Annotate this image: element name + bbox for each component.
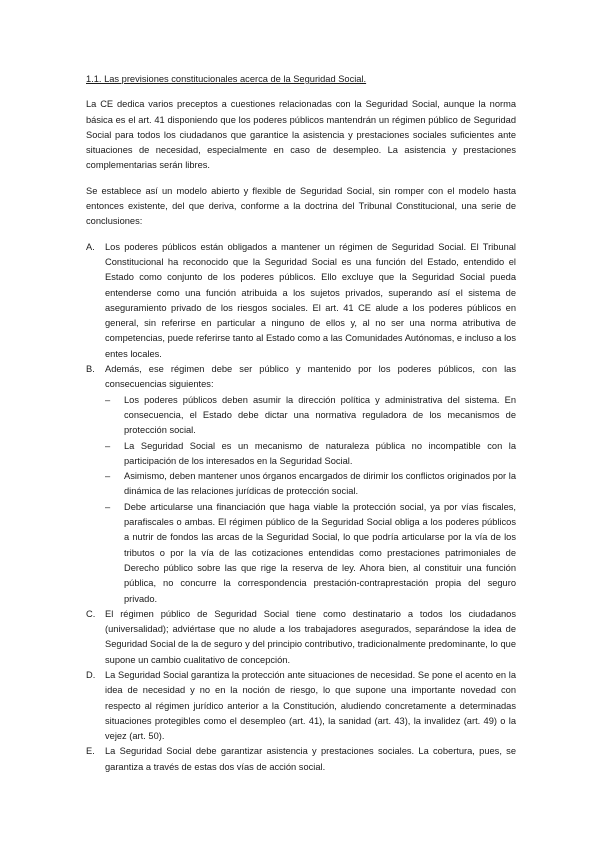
model-paragraph: Se establece así un modelo abierto y flexible de Seguridad Social, sin romper con el modelo hasta entonces existente, del que deriva, conforme a la doctrina del Tribunal Constitucional, una serie de conclusiones: — [86, 185, 516, 227]
list-marker: D. — [86, 669, 96, 680]
dash-marker: – — [105, 394, 111, 405]
list-marker: E. — [86, 746, 95, 757]
sublist-item — [105, 500, 516, 607]
consequences-sublist — [105, 393, 516, 607]
dash-marker: – — [105, 471, 111, 482]
list-item-d — [86, 668, 516, 744]
list-item-text: Además, ese régimen debe ser público y mantenido por los poderes públicos, con las consecuencias siguientes: — [105, 364, 516, 390]
list-item-c — [86, 607, 516, 668]
sublist-item-text: Los poderes públicos deben asumir la dirección política y administrativa del sistema. En consecuencia, el Estado debe dictar una normativa reguladora de los mecanismos de protección social. — [124, 394, 516, 436]
list-item-b — [86, 362, 516, 607]
dash-marker: – — [105, 501, 111, 512]
list-marker: B. — [86, 364, 95, 375]
list-item-a — [86, 240, 516, 362]
conclusions-list — [86, 240, 516, 775]
section-heading: 1.1. Las previsiones constitucionales acerca de la Seguridad Social. — [86, 74, 367, 84]
list-item-text: La Seguridad Social garantiza la protección ante situaciones de necesidad. Se pone el acento en la idea de necesidad y no en la noción de riesgo, lo que supone una importante novedad con respecto al régimen jurídico anterior a la Constitución, aludiendo concretamente a determinadas situaciones protegibles como el desempleo (art. 41), la sanidad (art. 43), la invalidez (art. 49) o la vejez (art. 50). — [105, 669, 516, 742]
sublist-item — [105, 439, 516, 470]
list-item-text: El régimen público de Seguridad Social tiene como destinatario a todos los ciudadanos (universalidad); adviértase que no alude a los trabajadores asegurados, separándose la idea de Seguridad Social de la de seguro y del principio contributivo, tradicionalmente predominante, lo que supone un cambio cualitativo de concepción. — [105, 608, 516, 665]
sublist-item — [105, 393, 516, 439]
sublist-item-text: La Seguridad Social es un mecanismo de naturaleza pública no incompatible con la participación de los interesados en la Seguridad Social. — [124, 440, 516, 466]
list-item-text: Los poderes públicos están obligados a mantener un régimen de Seguridad Social. El Tribunal Constitucional ha reconocido que la Seguridad Social es una función del Estado, entendido el Estado como conjunto de los poderes públicos. Ello excluye que la Seguridad Social pueda entenderse como una función atribuida a los sujetos privados, superando así el sistema de aseguramiento privado de los riesgos sociales. El art. 41 CE alude a los poderes públicos en general, sin referirse en particular a ninguno de ellos y, al no ser una norma atributiva de competencias, puede referirse tanto al Estado como a las Comunidades Autónomas, e incluso a los entes locales. — [105, 241, 516, 359]
list-marker: A. — [86, 241, 95, 252]
dash-marker: – — [105, 440, 111, 451]
sublist-item-text: Asimismo, deben mantener unos órganos encargados de dirimir los conflictos originados por la dinámica de las relaciones jurídicas de protección social. — [124, 471, 516, 497]
list-item-e — [86, 744, 516, 775]
list-marker: C. — [86, 608, 96, 619]
intro-paragraph: La CE dedica varios preceptos a cuestiones relacionadas con la Seguridad Social, aunque la norma básica es el art. 41 disponiendo que los poderes públicos mantendrán un régimen público de Seguridad Social para todos los ciudadanos que garantice la asistencia y prestaciones sociales suficientes ante situaciones de necesidad, especialmente en caso de desempleo. La asistencia y prestaciones complementarias serán libres. — [86, 99, 516, 171]
sublist-item-text: Debe articularse una financiación que haga viable la protección social, ya por vías fiscales, parafiscales o ambas. El régimen público de la Seguridad Social obliga a los poderes públicos a nutrir de fondos las arcas de la Seguridad Social, lo que podría articularse por la vía de los tributos o por la vía de las cotizaciones entendidas como prestaciones patrimoniales de Derecho público sobre las que rige la reserva de ley. Ahora bien, al constituir una función pública, no concurre la correspondencia prestación-contraprestación propia del seguro privado. — [124, 501, 516, 604]
sublist-item — [105, 469, 516, 500]
list-item-text: La Seguridad Social debe garantizar asistencia y prestaciones sociales. La cobertura, pues, se garantiza a través de estas dos vías de acción social. — [105, 746, 516, 772]
